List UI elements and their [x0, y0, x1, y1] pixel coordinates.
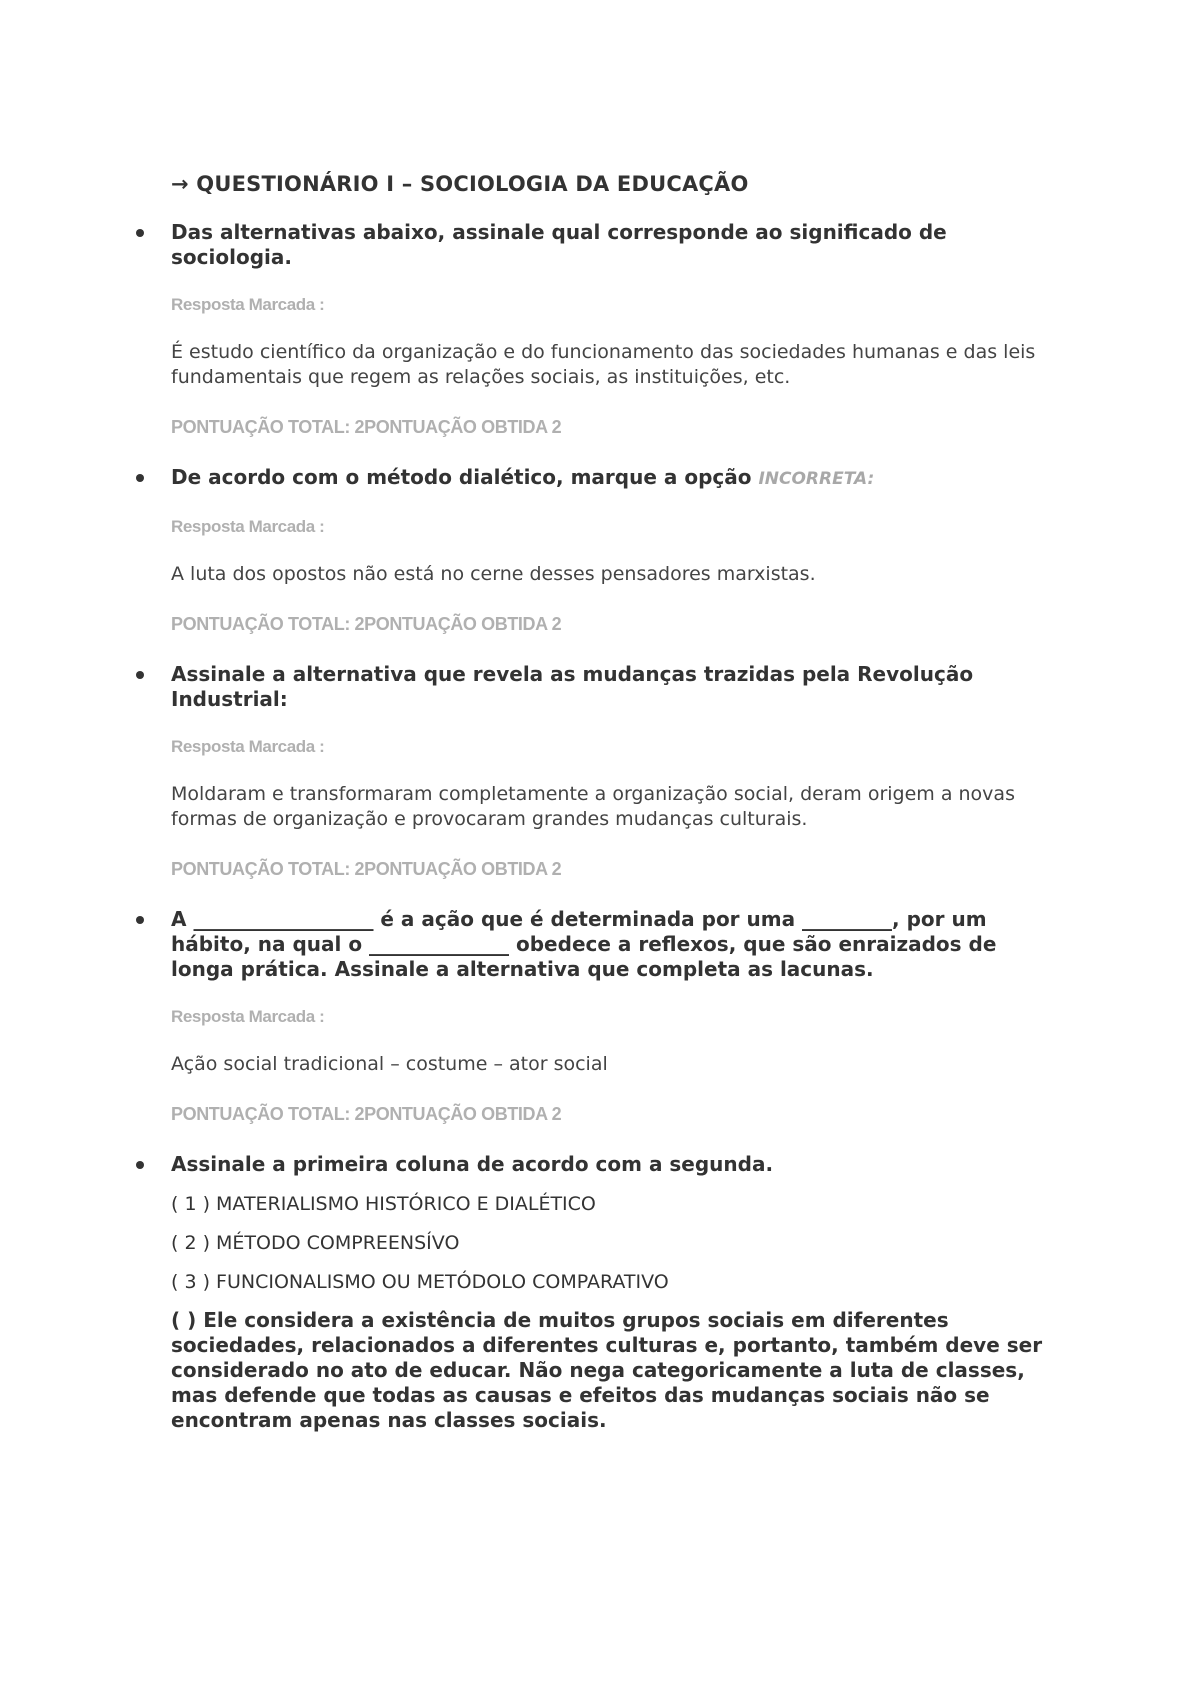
statement-paragraph: ( ) Ele considera a existência de muitos grupos sociais em diferentes sociedades, relacionados a diferentes culturas e, portanto, também deve ser considerado no ato de educar. Não nega categoricamente a luta de classes, mas defende que todas as causas e efeitos das mudanças sociais não se encontram apenas nas classes sociais. [171, 1308, 1043, 1432]
question-item-3 [171, 662, 1051, 880]
question-item-2 [171, 465, 1051, 635]
answer-text: É estudo científico da organização e do funcionamento das sociedades humanas e das leis fundamentais que regem as relações sociais, as instituições, etc. [171, 341, 1036, 388]
answer-label: Resposta Marcada : [171, 1007, 325, 1026]
score-text: PONTUAÇÃO TOTAL: 2PONTUAÇÃO OBTIDA 2 [171, 859, 562, 879]
column-option-2: ( 2 ) MÉTODO COMPREENSÍVO [171, 1232, 460, 1254]
score-text: PONTUAÇÃO TOTAL: 2PONTUAÇÃO OBTIDA 2 [171, 614, 562, 634]
answer-text: Moldaram e transformaram completamente a organização social, deram origem a novas formas de organização e provocaram grandes mudanças culturais. [171, 783, 1015, 830]
question-item-4 [171, 907, 1051, 1125]
question-text [171, 465, 1051, 492]
column-option-1: ( 1 ) MATERIALISMO HISTÓRICO E DIALÉTICO [171, 1193, 596, 1215]
answer-text: A luta dos opostos não está no cerne desses pensadores marxistas. [171, 563, 816, 585]
question-text: Das alternativas abaixo, assinale qual corresponde ao significado de sociologia. [171, 220, 947, 269]
question-text-main: De acordo com o método dialético, marque a opção [171, 465, 759, 489]
question-emphasis: INCORRETA: [758, 469, 875, 489]
score-text: PONTUAÇÃO TOTAL: 2PONTUAÇÃO OBTIDA 2 [171, 1104, 562, 1124]
question-item-1 [171, 220, 1051, 438]
question-text: Assinale a alternativa que revela as mudanças trazidas pela Revolução Industrial: [171, 662, 974, 711]
column-option-3: ( 3 ) FUNCIONALISMO OU METÓDOLO COMPARATIVO [171, 1271, 669, 1293]
bullet-icon [136, 1161, 144, 1169]
answer-label: Resposta Marcada : [171, 737, 325, 756]
bullet-icon [136, 671, 144, 679]
bullet-icon [136, 916, 144, 924]
question-list [171, 220, 1051, 1433]
question-text: A __________________ é a ação que é determinada por uma _________, por um hábito, na qual o ______________ obedece a reflexos, que são enraizados de longa prática. Assinale a alternativa que completa as lacunas. [171, 907, 997, 981]
answer-label: Resposta Marcada : [171, 517, 325, 536]
answer-label: Resposta Marcada : [171, 295, 325, 314]
score-text: PONTUAÇÃO TOTAL: 2PONTUAÇÃO OBTIDA 2 [171, 417, 562, 437]
question-item-5 [171, 1152, 1051, 1433]
document-title: → QUESTIONÁRIO I – SOCIOLOGIA DA EDUCAÇÃO [171, 172, 749, 196]
bullet-icon [136, 474, 144, 482]
answer-text: Ação social tradicional – costume – ator social [171, 1053, 608, 1075]
document-page [171, 171, 1051, 1433]
bullet-icon [136, 229, 144, 237]
question-text: Assinale a primeira coluna de acordo com a segunda. [171, 1152, 774, 1176]
